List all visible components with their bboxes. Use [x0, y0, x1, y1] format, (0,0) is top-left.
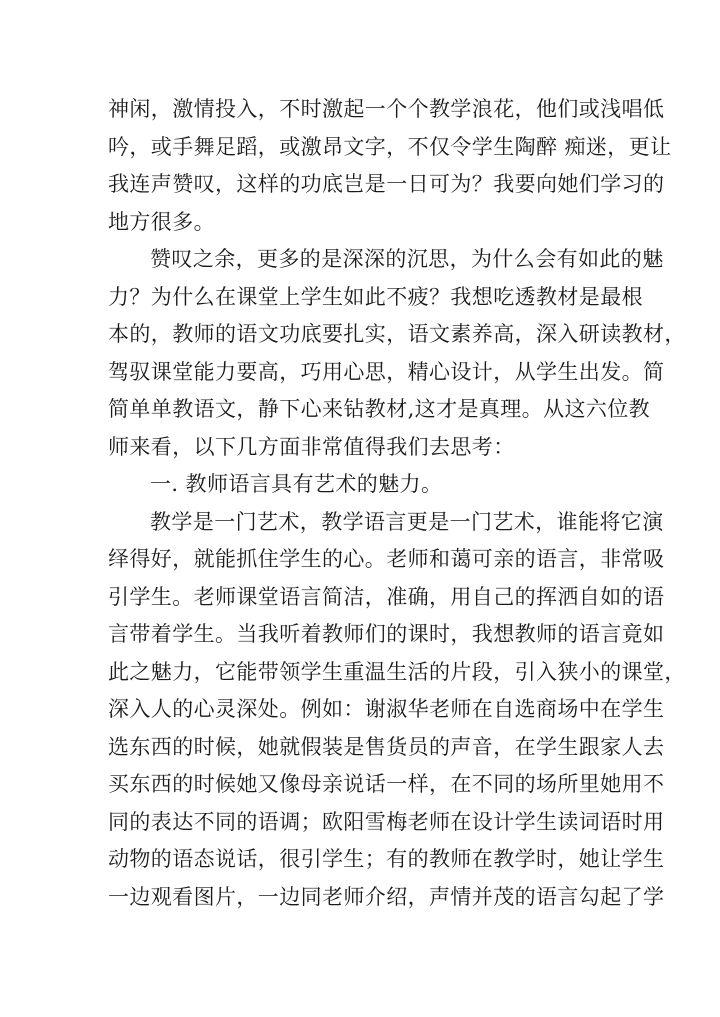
- text-line: 驾驭课堂能力要高，巧用心思，精心设计，从学生出发。简: [108, 359, 665, 384]
- text-line: 我连声赞叹，这样的功底岂是一日可为？我要向她们学习的: [108, 172, 665, 196]
- paragraph-start-line: 赞叹之余，更多的是深深的沉思，为什么会有如此的魅: [150, 247, 664, 271]
- text-line: 吟，或手舞足蹈，或激昂文字，不仅令学生陶醉 痴迷，更让: [108, 134, 672, 159]
- text-line: 一边观看图片，一边同老师介绍，声情并茂的语言勾起了学: [108, 884, 665, 909]
- text-line: 地方很多。: [108, 209, 215, 234]
- text-line: 深入人的心灵深处。例如：谢淑华老师在自选商场中在学生: [108, 697, 665, 721]
- text-line: 简单单教语文，静下心来钻教材,这才是真理。从这六位教: [108, 397, 651, 421]
- text-line: 动物的语态说话，很引学生；有的教师在教学时，她让学生: [108, 847, 665, 871]
- text-line: 神闲，激情投入，不时激起一个个教学浪花，他们或浅唱低: [108, 97, 665, 121]
- paragraph-start-line: 教学是一门艺术，教学语言更是一门艺术，谁能将它演: [150, 509, 664, 534]
- text-line: 引学生。老师课堂语言简洁，准确，用自己的挥洒自如的语: [108, 584, 665, 609]
- text-line: 选东西的时候，她就假装是售货员的声音，在学生跟家人去: [108, 734, 665, 759]
- text-line: 力？为什么在课堂上学生如此不疲？我想吃透教材是最根: [108, 284, 643, 309]
- text-line: 师来看，以下几方面非常值得我们去思考：: [108, 434, 515, 459]
- body-text: [108, 91, 686, 916]
- text-line: 买东西的时候她又像母亲说话一样，在不同的场所里她用不: [108, 772, 665, 796]
- text-line: 本的，教师的语文功底要扎实，语文素养高，深入研读教材，: [108, 322, 686, 346]
- text-line: 此之魅力，它能带领学生重温生活的片段，引入狭小的课堂，: [108, 659, 686, 684]
- text-line: 言带着学生。当我听着教师们的课时，我想教师的语言竟如: [108, 622, 665, 646]
- text-line: 同的表达不同的语调；欧阳雪梅老师在设计学生读词语时用: [108, 809, 665, 834]
- section-heading: 一. 教师语言具有艺术的魅力。: [150, 472, 443, 496]
- text-line: 绎得好，就能抓住学生的心。老师和蔼可亲的语言，非常吸: [108, 547, 665, 571]
